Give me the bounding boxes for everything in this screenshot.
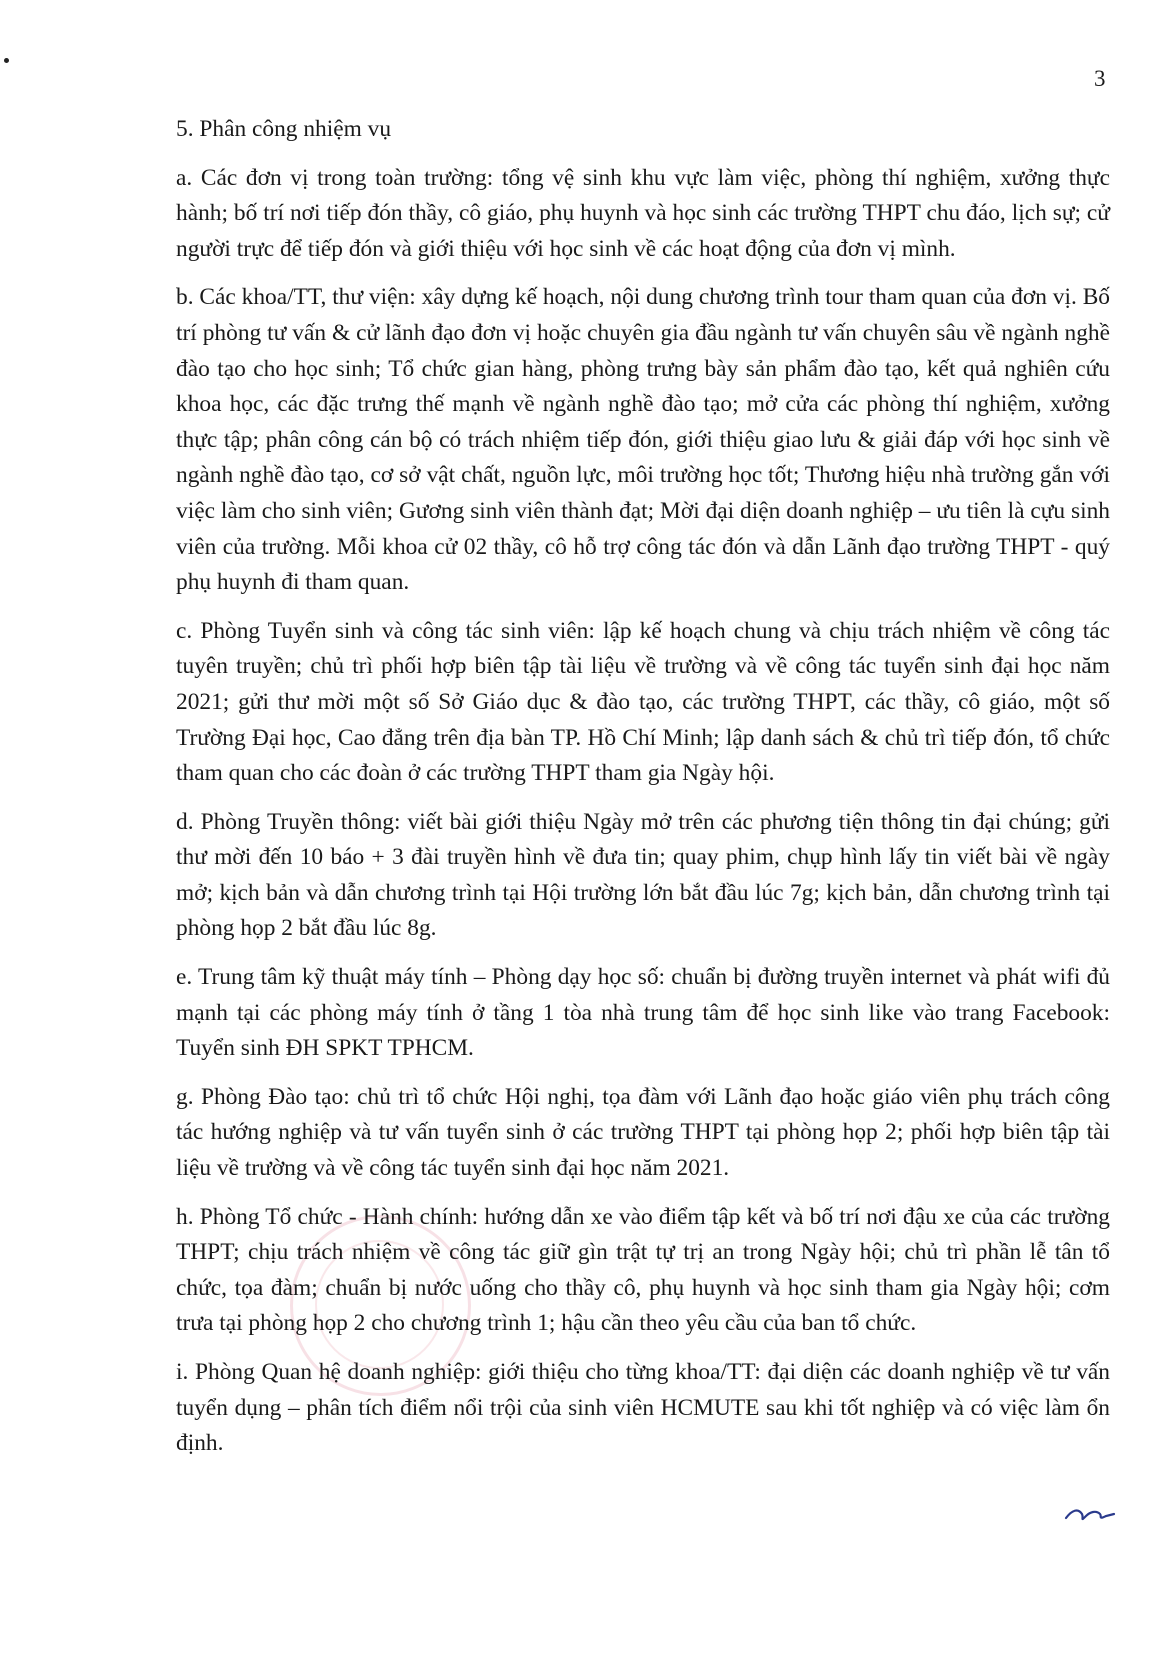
paragraph-c: c. Phòng Tuyển sinh và công tác sinh viên: lập kế hoạch chung và chịu trách nhiệm về công tác tuyên truyền; chủ trì phối hợp biên tập tài liệu về trường và về công tác tuyển sinh đại học năm 2021; gửi thư mời một số Sở Giáo dục & đào tạo, các trường THPT, các thầy, cô giáo, một số Trường Đại học, Cao đẳng trên địa bàn TP. Hồ Chí Minh; lập danh sách & chủ trì tiếp đón, tổ chức tham quan cho các đoàn ở các trường THPT tham gia Ngày hội. — [176, 617, 1110, 787]
handwritten-initials — [1062, 1500, 1118, 1528]
paragraph-h: h. Phòng Tổ chức - Hành chính: hướng dẫn xe vào điểm tập kết và bố trí nơi đậu xe của các trường THPT; chịu trách nhiệm về công tác giữ gìn trật tự trị an trong Ngày hội; chủ trì phần lễ tân tổ chức, tọa đàm; chuẩn bị nước uống cho thầy cô, phụ huynh và học sinh tham gia Ngày hội; cơm trưa tại phòng họp 2 cho chương trình 1; hậu cần theo yêu cầu của ban tổ chức. — [176, 1203, 1110, 1337]
paragraph-d: d. Phòng Truyền thông: viết bài giới thiệu Ngày mở trên các phương tiện thông tin đại chúng; gửi thư mời đến 10 báo + 3 đài truyền hình về đưa tin; quay phim, chụp hình lấy tin viết bài về ngày mở; kịch bản và dẫn chương trình tại Hội trường lớn bắt đầu lúc 7g; kịch bản, dẫn chương trình tại phòng họp 2 bắt đầu lúc 8g. — [176, 808, 1110, 942]
paragraph-g: g. Phòng Đào tạo: chủ trì tổ chức Hội nghị, tọa đàm với Lãnh đạo hoặc giáo viên phụ trách công tác hướng nghiệp và tư vấn tuyển sinh ở các trường THPT tại phòng họp 2; phối hợp biên tập tài liệu về trường và về công tác tuyển sinh đại học năm 2021. — [176, 1083, 1110, 1182]
paragraph-b: b. Các khoa/TT, thư viện: xây dựng kế hoạch, nội dung chương trình tour tham quan của đơn vị. Bố trí phòng tư vấn & cử lãnh đạo đơn vị hoặc chuyên gia đầu ngành tư vấn chuyên sâu về ngành nghề đào tạo cho học sinh; Tổ chức gian hàng, phòng trưng bày sản phẩm đào tạo, kết quả nghiên cứu khoa học, các đặc trưng thế mạnh về ngành nghề đào tạo; mở cửa các phòng thí nghiệm, xưởng thực tập; phân công cán bộ có trách nhiệm tiếp đón, giới thiệu giao lưu & giải đáp với học sinh về ngành nghề đào tạo, cơ sở vật chất, nguồn lực, môi trường học tốt; Thương hiệu nhà trường gắn với việc làm cho sinh viên; Gương sinh viên thành đạt; Mời đại diện doanh nghiệp – ưu tiên là cựu sinh viên của trường. Mỗi khoa cử 02 thầy, cô hỗ trợ công tác đón và dẫn Lãnh đạo trường THPT - quý phụ huynh đi tham quan. — [176, 284, 1110, 596]
paragraph-e: e. Trung tâm kỹ thuật máy tính – Phòng dạy học số: chuẩn bị đường truyền internet và phát wifi đủ mạnh tại các phòng máy tính ở tầng 1 tòa nhà trung tâm để học sinh like vào trang Facebook: Tuyển sinh ĐH SPKT TPHCM. — [176, 964, 1110, 1062]
scan-artifact-dot — [4, 58, 9, 63]
paragraph-i: i. Phòng Quan hệ doanh nghiệp: giới thiệu cho từng khoa/TT: đại diện các doanh nghiệp về tư vấn tuyển dụng – phân tích điểm nổi trội của sinh viên HCMUTE sau khi tốt nghiệp và có việc làm ổn định. — [176, 1359, 1110, 1457]
page-number: 3 — [1094, 66, 1106, 91]
section-heading: 5. Phân công nhiệm vụ — [176, 116, 392, 142]
document-body — [176, 112, 1110, 1475]
paragraph-a: a. Các đơn vị trong toàn trường: tổng vệ sinh khu vực làm việc, phòng thí nghiệm, xưởng thực hành; bố trí nơi tiếp đón thầy, cô giáo, phụ huynh và học sinh các trường THPT chu đáo, lịch sự; cử người trực để tiếp đón và giới thiệu với học sinh về các hoạt động của đơn vị mình. — [176, 164, 1110, 262]
